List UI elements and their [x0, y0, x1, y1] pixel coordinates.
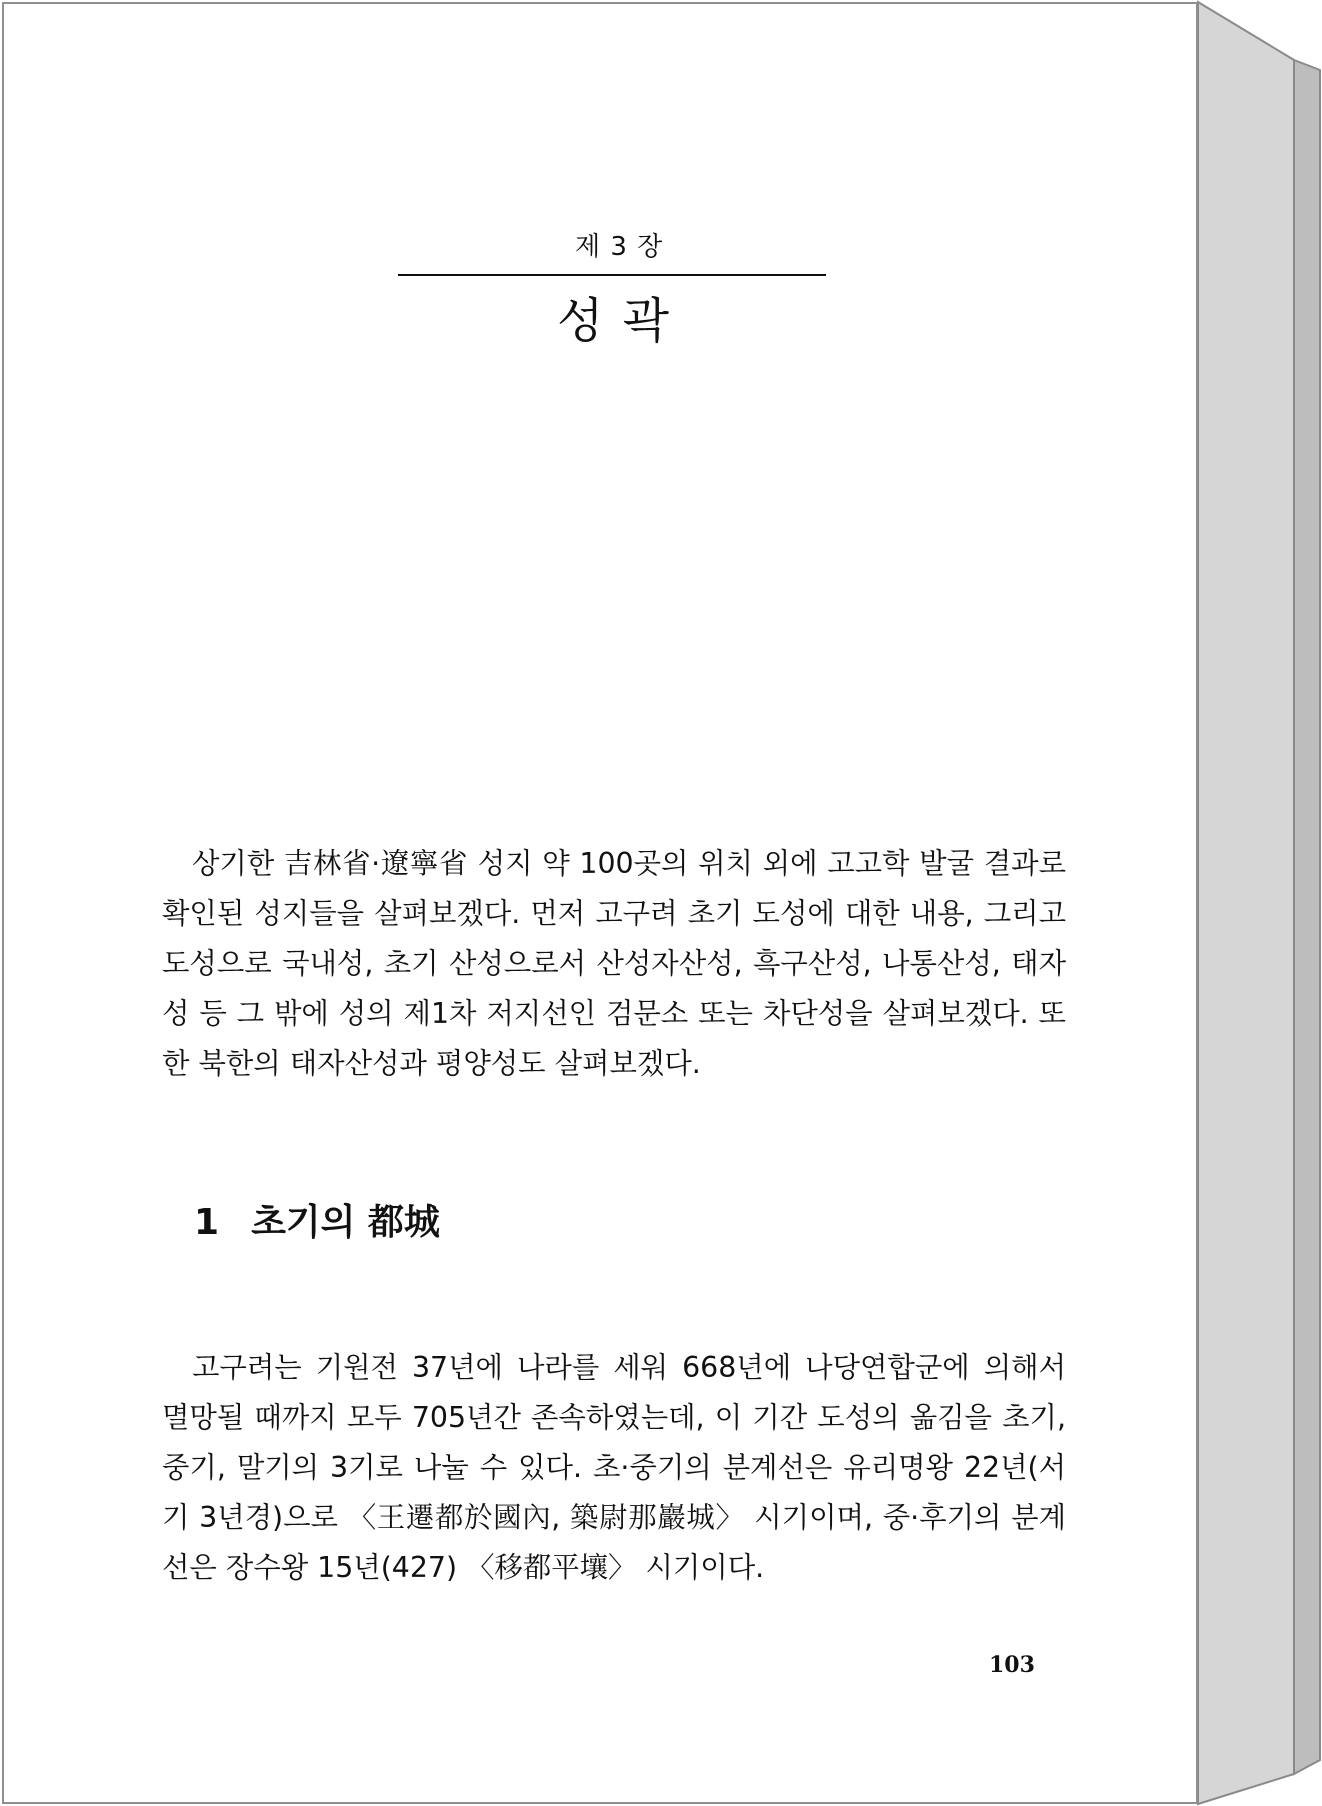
intro-paragraph: 상기한 吉林省·遼寧省 성지 약 100곳의 위치 외에 고고학 발굴 결과로 확인된 성지들을 살펴보겠다. 먼저 고구려 초기 도성에 대한 내용, 그리고 도성으로 국내성, 초기 산성으로서 산성자산성, 흑구산성, 나통산성, 태자성 등 그 밖에 성의 제1차 저지선인 검문소 또는 차단성을 살펴보겠다. 또한 북한의 태자산성과 평양성도 살펴보겠다.	[162, 847, 1066, 1080]
book-page	[2, 2, 1198, 1804]
section-paragraph: 고구려는 기원전 37년에 나라를 세워 668년에 나당연합군에 의해서 멸망될 때까지 모두 705년간 존속하였는데, 이 기간 도성의 옮김을 초기, 중기, 말기의 3기로 나눌 수 있다. 초·중기의 분계선은 유리명왕 22년(서기 3년경)으로 〈王遷都於國內, 築尉那巖城〉 시기이며, 중·후기의 분계선은 장수왕 15년(427) 〈移都平壤〉 시기이다.	[162, 1351, 1066, 1584]
chapter-divider	[398, 274, 826, 276]
chapter-title: 성 곽	[557, 293, 671, 349]
section-heading	[194, 1194, 440, 1245]
section-number: 1	[194, 1202, 220, 1243]
book-spine	[1196, 0, 1322, 1806]
chapter-label: 제 3 장	[575, 232, 664, 262]
section-title: 초기의 都城	[251, 1202, 440, 1243]
page-number: 103	[989, 1652, 1035, 1678]
